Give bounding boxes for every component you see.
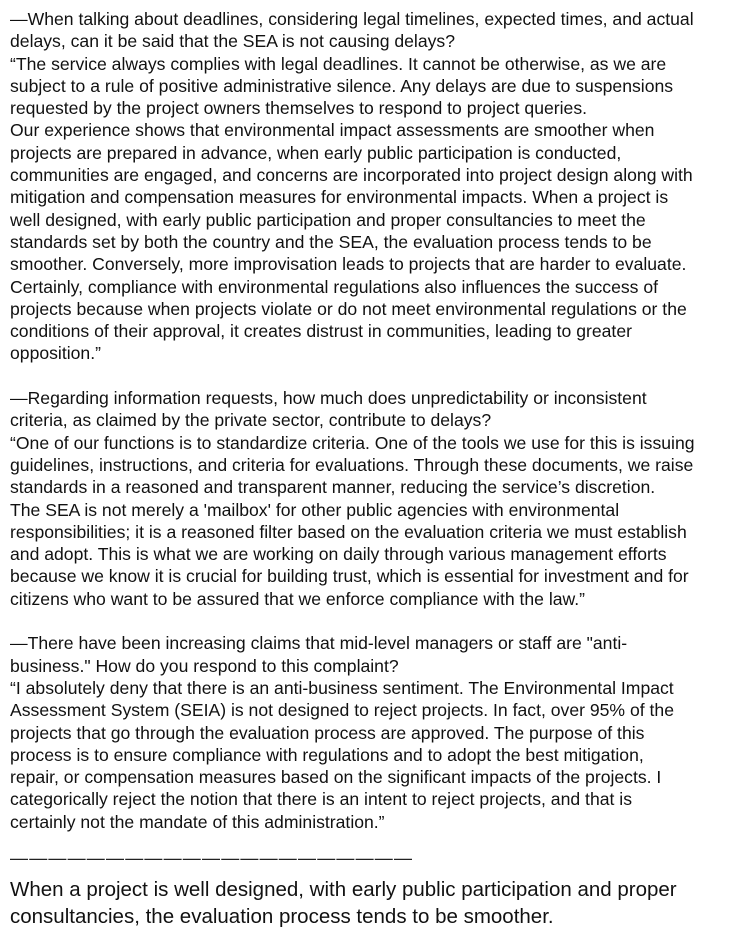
- pull-quote-line: consultancies, the evaluation process tends to be smoother.: [10, 905, 554, 928]
- pull-quote-line: When a project is well designed, with early public participation and proper: [10, 878, 677, 901]
- text-line: “One of our functions is to standardize criteria. One of the tools we use for this is issuing: [10, 432, 695, 453]
- text-line: standards in a reasoned and transparent manner, reducing the service’s discretion.: [10, 477, 656, 498]
- text-line: communities are engaged, and concerns are incorporated into project design along with: [10, 165, 693, 186]
- text-line: Our experience shows that environmental impact assessments are smoother when: [10, 120, 655, 141]
- pull-quote: [10, 876, 677, 930]
- text-line: Assessment System (SEIA) is not designed to reject projects. In fact, over 95% of the: [10, 700, 674, 721]
- text-line: guidelines, instructions, and criteria for evaluations. Through these documents, we raise: [10, 454, 694, 475]
- text-line: business." How do you respond to this complaint?: [10, 655, 399, 676]
- text-line: Certainly, compliance with environmental regulations also influences the success of: [10, 276, 659, 297]
- text-line: repair, or compensation measures based on the significant impacts of the projects. I: [10, 767, 662, 788]
- text-line: —When talking about deadlines, considering legal timelines, expected times, and actual: [10, 9, 694, 29]
- interview-text: [10, 8, 695, 855]
- text-line: certainly not the mandate of this administration.”: [10, 811, 385, 832]
- text-line: The SEA is not merely a 'mailbox' for other public agencies with environmental: [10, 499, 620, 520]
- text-line: responsibilities; it is a reasoned filter based on the evaluation criteria we must establish: [10, 521, 687, 542]
- text-line: smoother. Conversely, more improvisation leads to projects that are harder to evaluate.: [10, 254, 687, 275]
- paragraph-gap: [10, 610, 695, 632]
- qa-section: [10, 632, 695, 855]
- text-line: and adopt. This is what we are working on daily through various management efforts: [10, 544, 667, 565]
- text-line: conditions of their approval, it creates distrust in communities, leading to greater: [10, 321, 632, 342]
- text-line: criteria, as claimed by the private sector, contribute to delays?: [10, 410, 492, 431]
- text-line: opposition.”: [10, 343, 101, 364]
- text-line: “The service always complies with legal deadlines. It cannot be otherwise, as we are: [10, 53, 667, 74]
- qa-section: [10, 387, 695, 632]
- text-line: projects that go through the evaluation process are approved. The purpose of this: [10, 722, 645, 743]
- text-line: projects are prepared in advance, when early public participation is conducted,: [10, 142, 622, 163]
- text-line: categorically reject the notion that there is an intent to reject projects, and that is: [10, 789, 632, 810]
- text-line: requested by the project owners themselves to respond to project queries.: [10, 98, 588, 119]
- text-line: well designed, with early public participation and proper consultancies to meet the: [10, 209, 646, 230]
- text-line: projects because when projects violate or do not meet environmental regulations or the: [10, 298, 687, 319]
- text-line: —Regarding information requests, how much does unpredictability or inconsistent: [10, 388, 647, 409]
- text-line: process is to ensure compliance with regulations and to adopt the best mitigation,: [10, 744, 644, 765]
- text-line: “I absolutely deny that there is an anti-business sentiment. The Environmental Impact: [10, 677, 674, 698]
- text-line: mitigation and compensation measures for environmental impacts. When a project is: [10, 187, 669, 208]
- qa-section: [10, 8, 695, 387]
- text-line: citizens who want to be assured that we enforce compliance with the law.”: [10, 588, 586, 609]
- text-line: standards set by both the country and the SEA, the evaluation process tends to be: [10, 231, 652, 252]
- text-line: subject to a rule of positive administrative silence. Any delays are due to suspensions: [10, 75, 674, 96]
- text-line: delays, can it be said that the SEA is not causing delays?: [10, 31, 456, 52]
- paragraph-gap: [10, 365, 695, 387]
- text-line: because we know it is crucial for building trust, which is essential for investment and for: [10, 566, 689, 587]
- text-line: —There have been increasing claims that mid-level managers or staff are "anti-: [10, 633, 628, 654]
- separator-rule: —————————————————————: [10, 848, 414, 868]
